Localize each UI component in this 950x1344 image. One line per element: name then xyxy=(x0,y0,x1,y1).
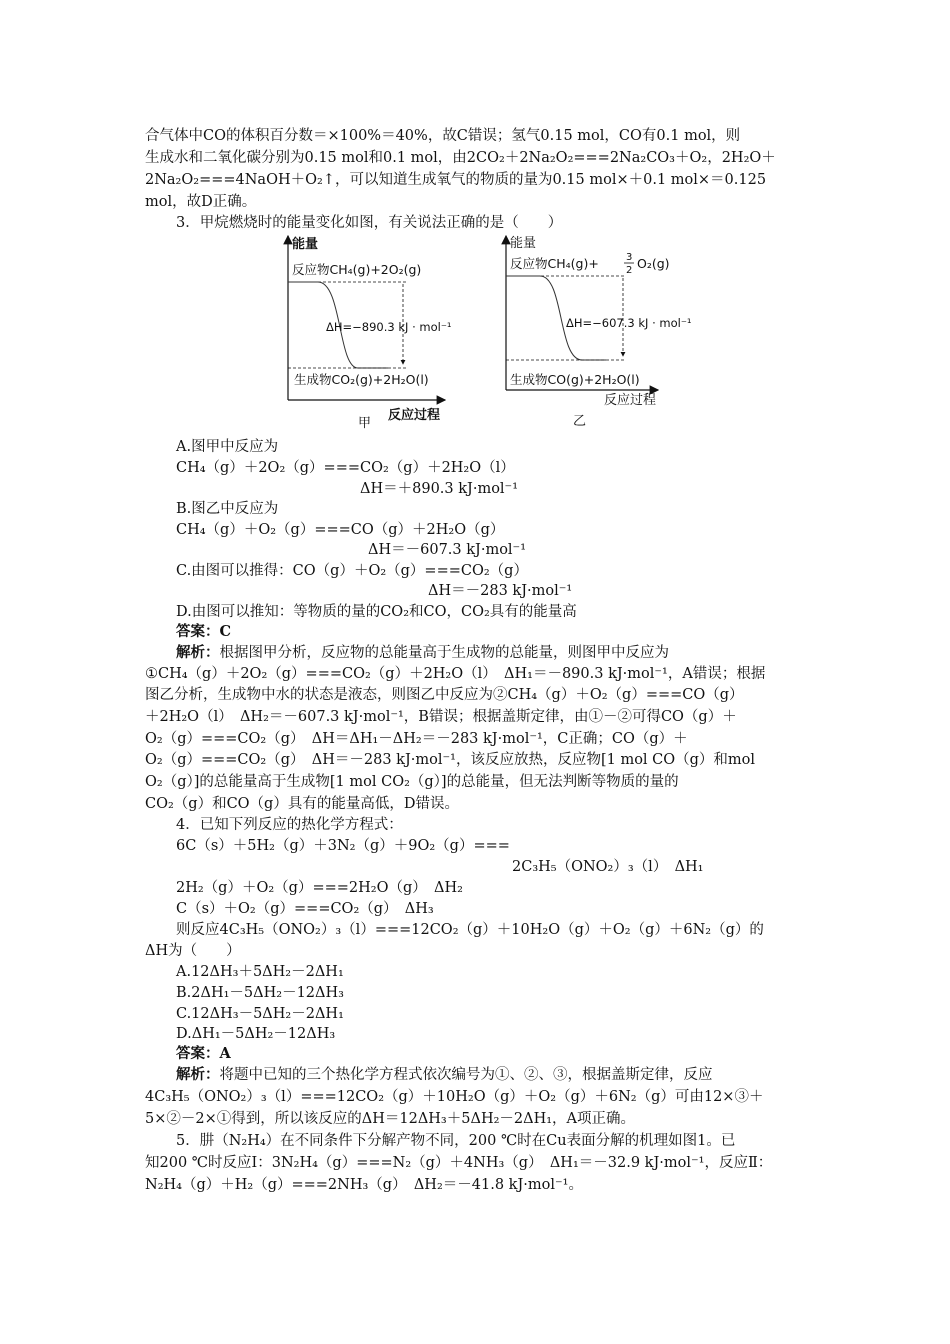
option-b: B.2ΔH₁－5ΔH₂－12ΔH₃ xyxy=(176,985,344,1001)
delta-h: ΔH＝－607.3 kJ·mol⁻¹ xyxy=(368,542,527,558)
fraction-numerator: 3 xyxy=(626,252,633,263)
text-line: 4C₃H₅（ONO₂）₃（l）===12CO₂（g）＋10H₂O（g）＋O₂（g）＋6N₂（g）可由12×③＋ xyxy=(145,1089,764,1105)
option-a: A.图甲中反应为 xyxy=(176,439,279,455)
option-c: C.由图可以推得：CO（g）＋O₂（g）===CO₂（g） xyxy=(176,563,528,579)
question-4: 4．已知下列反应的热化学方程式： xyxy=(176,817,403,833)
analysis-line xyxy=(176,643,669,663)
answer: 答案：A xyxy=(176,1045,231,1062)
delta-h: ΔH＝＋890.3 kJ·mol⁻¹ xyxy=(360,481,519,497)
energy-diagram-yi xyxy=(488,232,708,432)
product-label: 生成物CO₂(g)+2H₂O(l) xyxy=(294,372,429,387)
text-line: 合气体中CO的体积百分数＝×100%＝40%，故C错误；氢气0.15 mol，CO有0.1 mol，则 xyxy=(145,128,741,144)
y-axis-label: 能量 xyxy=(510,236,537,251)
question-3: 3．甲烷燃烧时的能量变化如图，有关说法正确的是（ ） xyxy=(176,215,563,231)
analysis-text: 将题中已知的三个热化学方程式依次编号为①、②、③，根据盖斯定律，反应 xyxy=(219,1067,713,1083)
reactant-label: 反应物CH₄(g)+2O₂(g) xyxy=(292,262,422,277)
delta-h: ΔH＝－283 kJ·mol⁻¹ xyxy=(428,583,573,599)
reactant-label-cont: O₂(g) xyxy=(637,256,670,271)
analysis-text: 根据图甲分析，反应物的总能量高于生成物的总能量，则图甲中反应为 xyxy=(219,645,669,661)
figure-caption: 乙 xyxy=(573,414,587,429)
figure-caption: 甲 xyxy=(358,416,372,431)
answer: 答案：C xyxy=(176,623,232,640)
reactant-label: 反应物CH₄(g)+ xyxy=(510,256,599,271)
equation: 2C₃H₅（ONO₂）₃（l） ΔH₁ xyxy=(512,859,704,875)
equation: 6C（s）＋5H₂（g）＋3N₂（g）＋9O₂（g）=== xyxy=(176,838,510,854)
analysis-label: 解析： xyxy=(176,1066,220,1083)
delta-h-label: ΔH=−607.3 kJ · mol⁻¹ xyxy=(566,316,692,330)
option-c: C.12ΔH₃－5ΔH₂－2ΔH₁ xyxy=(176,1006,344,1022)
energy-diagram-jia xyxy=(270,232,470,432)
text-line: ①CH₄（g）＋2O₂（g）===CO₂（g）＋2H₂O（l） ΔH₁＝－890.3 kJ·mol⁻¹，A错误；根据 xyxy=(145,666,766,682)
text-line: ＋2H₂O（l） ΔH₂＝－607.3 kJ·mol⁻¹，B错误；根据盖斯定律，由①－②可得CO（g）＋ xyxy=(145,709,737,725)
text-line: ΔH为（ ） xyxy=(145,943,241,959)
text-line: O₂（g）]的总能量高于生成物[1 mol CO₂（g）]的总能量，但无法判断等物质的量的 xyxy=(145,774,679,790)
delta-h-label: ΔH=−890.3 kJ · mol⁻¹ xyxy=(326,320,452,334)
text-line: mol，故D正确。 xyxy=(145,194,257,210)
equation: C（s）＋O₂（g）===CO₂（g） ΔH₃ xyxy=(176,901,434,917)
text-line: 2Na₂O₂===4NaOH＋O₂↑，可以知道生成氧气的物质的量为0.15 mol×＋0.1 mol×＝0.125 xyxy=(145,172,767,188)
y-axis-label: 能量 xyxy=(292,237,319,252)
product-label: 生成物CO(g)+2H₂O(l) xyxy=(510,372,640,387)
equation: 2H₂（g）＋O₂（g）===2H₂O（g） ΔH₂ xyxy=(176,880,463,896)
x-axis-label: 反应过程 xyxy=(604,393,657,408)
text-line: 5×②－2×①得到，所以该反应的ΔH＝12ΔH₃＋5ΔH₂－2ΔH₁，A项正确。 xyxy=(145,1111,636,1127)
option-a: A.12ΔH₃＋5ΔH₂－2ΔH₁ xyxy=(176,964,344,980)
text-line: CO₂（g）和CO（g）具有的能量高低，D错误。 xyxy=(145,796,459,812)
option-d: D.ΔH₁－5ΔH₂－12ΔH₃ xyxy=(176,1026,336,1042)
analysis-line xyxy=(176,1065,713,1085)
x-axis-label: 反应过程 xyxy=(388,407,441,423)
equation: CH₄（g）＋2O₂（g）===CO₂（g）＋2H₂O（l） xyxy=(176,460,515,476)
question-5: 5．肼（N₂H₄）在不同条件下分解产物不同，200 ℃时在Cu表面分解的机理如图1。已 xyxy=(176,1133,736,1149)
text-line: 则反应4C₃H₅（ONO₂）₃（l）===12CO₂（g）＋10H₂O（g）＋O₂（g）＋6N₂（g）的 xyxy=(176,922,764,938)
text-line: 知200 ℃时反应Ⅰ：3N₂H₄（g）===N₂（g）＋4NH₃（g） ΔH₁＝－32.9 kJ·mol⁻¹，反应Ⅱ： xyxy=(145,1155,773,1171)
text-line: N₂H₄（g）＋H₂（g）===2NH₃（g） ΔH₂＝－41.8 kJ·mol⁻¹。 xyxy=(145,1177,583,1193)
text-line: O₂（g）===CO₂（g） ΔH＝－283 kJ·mol⁻¹，该反应放热，反应物[1 mol CO（g）和mol xyxy=(145,752,756,768)
fraction-denominator: 2 xyxy=(626,265,633,276)
text-line: 图乙分析，生成物中水的状态是液态，则图乙中反应为②CH₄（g）＋O₂（g）===CO（g） xyxy=(145,687,744,703)
text-line: 生成水和二氧化碳分别为0.15 mol和0.1 mol，由2CO₂＋2Na₂O₂===2Na₂CO₃＋O₂，2H₂O＋ xyxy=(145,150,776,166)
analysis-label: 解析： xyxy=(176,644,220,661)
text-line: O₂（g）===CO₂（g） ΔH＝ΔH₁－ΔH₂＝－283 kJ·mol⁻¹，C正确；CO（g）＋ xyxy=(145,731,688,747)
option-d: D.由图可以推知：等物质的量的CO₂和CO，CO₂具有的能量高 xyxy=(176,604,577,620)
equation: CH₄（g）＋O₂（g）===CO（g）＋2H₂O（g） xyxy=(176,522,505,538)
option-b: B.图乙中反应为 xyxy=(176,501,279,517)
